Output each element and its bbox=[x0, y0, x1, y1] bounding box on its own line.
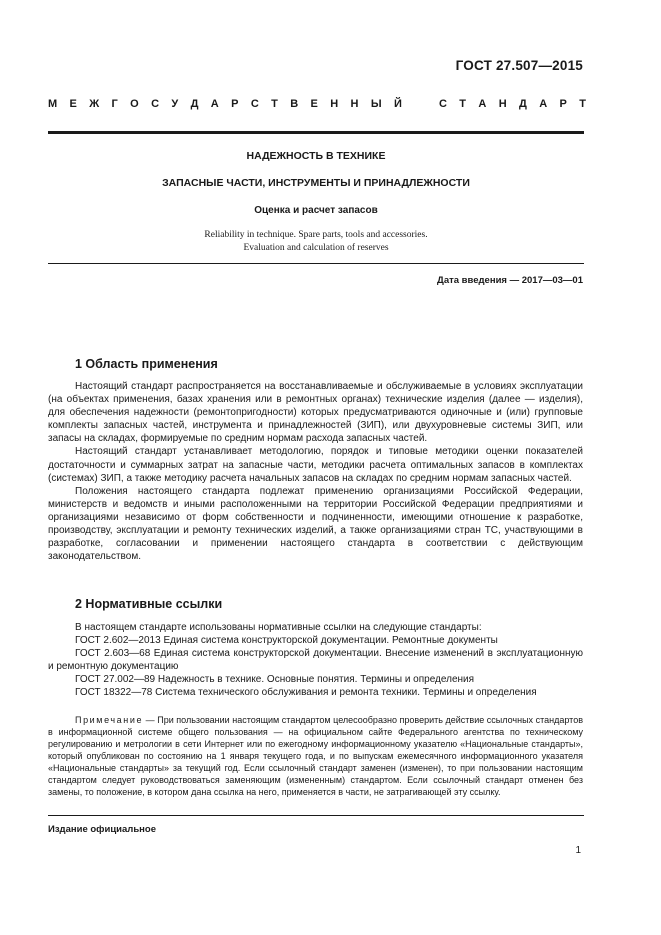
page-number: 1 bbox=[575, 845, 581, 856]
banner-letter: С bbox=[438, 98, 447, 110]
banner-letter: Т bbox=[579, 98, 586, 110]
banner-letter: Е bbox=[69, 98, 77, 110]
banner-letter: Н bbox=[498, 98, 507, 110]
introduction-date: Дата введения — 2017—03—01 bbox=[437, 275, 583, 286]
english-title-line-1: Reliability in technique. Spare parts, tools and accessories. bbox=[204, 230, 428, 240]
gost-code: ГОСТ 27.507—2015 bbox=[455, 58, 583, 73]
reference-line: В настоящем стандарте использованы нормативные ссылки на следующие стандарты: bbox=[75, 622, 482, 633]
banner-letter: Р bbox=[559, 98, 567, 110]
note-paragraph bbox=[48, 714, 583, 798]
banner-letter: Ж bbox=[89, 98, 100, 110]
banner-letter: Т bbox=[459, 98, 467, 110]
reference-line: ГОСТ 2.603—68 Единая система конструкторской документации. Внесение изменений в эксплуатационную и ремонтную документацию bbox=[48, 648, 583, 673]
title-line-2: ЗАПАСНЫЕ ЧАСТИ, ИНСТРУМЕНТЫ И ПРИНАДЛЕЖНОСТИ bbox=[162, 177, 470, 189]
section-1-body bbox=[48, 380, 583, 563]
reference-line: ГОСТ 18322—78 Система технического обслуживания и ремонта техники. Термины и определения bbox=[75, 687, 537, 699]
title-line-3: Оценка и расчет запасов bbox=[254, 205, 378, 216]
official-edition-label: Издание официальное bbox=[48, 824, 156, 835]
banner-letter: Ы bbox=[370, 98, 382, 110]
banner-letter: А bbox=[210, 98, 219, 110]
banner-letter: Й bbox=[394, 98, 402, 110]
banner-letter: Д bbox=[519, 98, 527, 110]
banner-letter: А bbox=[478, 98, 487, 110]
banner-letter: Р bbox=[231, 98, 239, 110]
banner-letter: С bbox=[250, 98, 259, 110]
banner-letter: Н bbox=[330, 98, 339, 110]
banner-letter: В bbox=[290, 98, 299, 110]
banner-letter: У bbox=[171, 98, 179, 110]
banner-letter: Т bbox=[271, 98, 278, 110]
english-title bbox=[48, 229, 584, 255]
note-label: Примечание bbox=[75, 715, 144, 725]
banner-letter: Д bbox=[190, 98, 199, 110]
section-2-heading: 2 Нормативные ссылки bbox=[75, 597, 223, 611]
banner-letter: Е bbox=[310, 98, 318, 110]
banner-letter: С bbox=[151, 98, 160, 110]
section-1-paragraph: Настоящий стандарт устанавливает методологию, порядок и типовые методики оценки показателей достаточности и суммарных затрат на запасные части, методики расчета оптимальных запасов в комплектах (системах) ЗИП, а также методику расчета начальных запасов на складах по средним нормам запасных частей. bbox=[48, 446, 583, 484]
section-1-heading: 1 Область применения bbox=[75, 357, 218, 371]
banner-letter: Г bbox=[111, 98, 118, 110]
banner-letter: Н bbox=[350, 98, 359, 110]
header-divider bbox=[48, 131, 584, 134]
banner-letter: М bbox=[48, 98, 58, 110]
section-2-body bbox=[48, 621, 583, 700]
note-text: — При пользовании настоящим стандартом целесообразно проверить действие ссылочных стандартов в информационной системе общего пользования — на официальном сайте Федерального агентства по техническому регулированию и метрологии в сети Интернет или по ежегодному информационному указателю «Национальные стандарты», который опубликован по состоянию на 1 января текущего года, и по выпускам ежемесячного информационного указателя «Национальные стандарты» за текущий год. Если ссылочный стандарт заменен (изменен), то при пользовании настоящим стандартом следует руководствоваться заменяющим (измененным) стандартом. Если ссылочный стандарт отменен без замены, то положение, в котором дана ссылка на него, применяется в части, не затрагивающей эту ссылку. bbox=[48, 715, 583, 797]
footer-divider bbox=[48, 815, 584, 816]
english-title-line-2: Evaluation and calculation of reserves bbox=[243, 243, 389, 253]
title-line-1: НАДЕЖНОСТЬ В ТЕХНИКЕ bbox=[246, 150, 386, 162]
section-1-paragraph: Положения настоящего стандарта подлежат применению организациями Российской Федерации, министерств и ведомств и иными расположенными на территории Российской Федерации предприятиями и организациями независимо от форм собственности и подчиненности, имеющими отношение к разработке, производству, эксплуатации и ремонту технических изделий, а также организациями стран ТС, участвующими в разработке, согласовании и применении настоящего стандарта в соответствии с действующим законодательством. bbox=[48, 485, 583, 563]
section-1-paragraph: Настоящий стандарт распространяется на восстанавливаемые и обслуживаемые в условиях эксплуатации (на объектах применения, базах хранения или в ремонтных органах) технические изделия (далее — изделия), для обеспечения надежности (ремонтопригодности) которых предусматриваются одиночные и (или) групповые комплекты запасных частей, инструмента и принадлежностей (ЗИП), или двухуровневые системы ЗИП, или запасы на складах, формируемые по средним нормам расхода запасных частей. bbox=[48, 381, 583, 445]
note-block bbox=[48, 714, 583, 798]
title-divider bbox=[48, 263, 584, 264]
reference-line: ГОСТ 27.002—89 Надежность в технике. Основные понятия. Термины и определения bbox=[75, 674, 475, 686]
reference-line: ГОСТ 2.602—2013 Единая система конструкторской документации. Ремонтные документы bbox=[75, 635, 498, 647]
interstate-standard-banner bbox=[48, 98, 586, 110]
banner-letter: О bbox=[130, 98, 139, 110]
banner-letter: А bbox=[539, 98, 548, 110]
